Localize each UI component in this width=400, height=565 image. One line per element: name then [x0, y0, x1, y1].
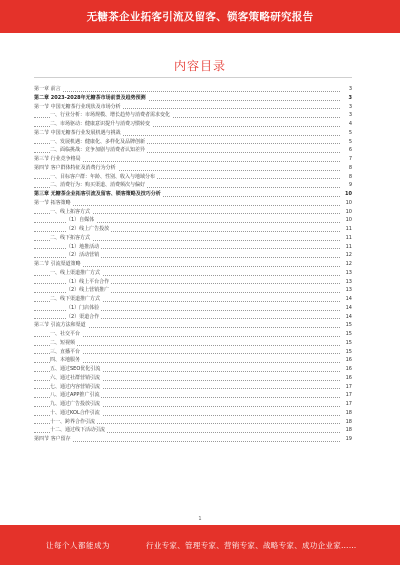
toc-entry-page: 11: [345, 243, 352, 250]
toc-entry[interactable]: [34, 111, 352, 120]
toc-entry-page: 19: [345, 436, 352, 442]
toc-entry-page: 15: [345, 322, 352, 329]
toc-entry-label: （1）地推活动: [66, 243, 100, 250]
toc-entry[interactable]: [34, 138, 352, 147]
toc-entry[interactable]: [34, 155, 352, 164]
toc-entry[interactable]: [34, 208, 352, 217]
toc-entry-label: 一、线上拓客方式: [50, 208, 91, 215]
toc-entry-page: 3: [348, 103, 352, 110]
toc-entry-label: 七、通过内容营销引流: [50, 383, 101, 390]
toc-entry-label: 第一节 拓客策略: [34, 199, 71, 206]
toc-entry[interactable]: [34, 426, 352, 435]
toc-entry-label: （2）线上广告投放: [66, 226, 110, 232]
toc-entry-label: 二、市场驱动：健康意识提升与消费习惯转变: [50, 121, 151, 127]
toc-heading: 内容目录: [173, 59, 226, 73]
toc-entry[interactable]: [34, 330, 352, 339]
toc-entry-page: 12: [345, 252, 352, 259]
toc-entry[interactable]: [34, 243, 352, 252]
toc-entry-label: （1）门店体验: [66, 304, 100, 311]
toc-entry-page: 9: [348, 182, 352, 189]
toc-entry[interactable]: [34, 251, 352, 260]
toc-entry-page: 4: [348, 121, 352, 127]
toc-entry-page: 6: [348, 147, 352, 154]
toc-entry[interactable]: [34, 269, 352, 278]
toc-entry-label: 二、面临挑战：竞争加剧与消费者认知差异: [50, 147, 146, 154]
toc-entry[interactable]: [34, 391, 352, 400]
toc-entry-label: （2）活动营销: [66, 252, 100, 259]
report-title: 无糖茶企业拓客引流及留客、锁客策略研究报告: [86, 11, 314, 23]
toc-leader-dots: [34, 345, 340, 346]
toc-entry-page: 5: [348, 129, 352, 136]
toc-entry-page: 16: [345, 366, 352, 372]
toc-entry[interactable]: [34, 94, 352, 103]
toc-entry[interactable]: [34, 278, 352, 287]
toc-entry[interactable]: [34, 260, 352, 269]
toc-entry[interactable]: [34, 409, 352, 418]
toc-entry-page: 11: [345, 234, 352, 241]
toc-entry-label: 十、通过KOL合作引流: [50, 409, 100, 416]
toc-entry[interactable]: [34, 103, 352, 112]
toc-entry-page: 11: [345, 226, 352, 232]
toc-entry-label: 九、通过广告投放引流: [50, 401, 101, 407]
toc-entry[interactable]: [34, 321, 352, 330]
toc-entry-label: 第四节 客户群体特征及消费行为分析: [34, 164, 116, 171]
toc-entry[interactable]: [34, 356, 352, 365]
toc-entry[interactable]: [34, 348, 352, 357]
toc-entry-label: 五、通过SEO优化引流: [50, 366, 101, 372]
toc-entry-label: 一、线上渠道推广方式: [50, 269, 101, 276]
toc-entry[interactable]: [34, 295, 352, 304]
toc-entry-page: 8: [348, 164, 352, 171]
toc-entry-page: 18: [345, 427, 352, 434]
toc-entry[interactable]: [34, 216, 352, 225]
toc-entry-label: 第一章 前言: [34, 86, 61, 92]
toc-entry[interactable]: [34, 418, 352, 427]
toc-entry-label: 十二、通过线下活动引流: [50, 427, 106, 434]
footer-slogan: 让每个人都能成为: [46, 541, 110, 550]
toc-entry-label: （1）线上平台合作: [66, 278, 110, 285]
toc-entry[interactable]: [34, 313, 352, 322]
toc-entry-page: 3: [348, 112, 352, 119]
toc-leader-dots: [34, 205, 340, 206]
toc-entry-label: 第二节 中国无糖茶行业发展机遇与挑战: [34, 129, 121, 136]
toc-entry-label: 一、社交平台: [50, 331, 81, 337]
toc-entry-label: （2）渠道合作: [66, 313, 100, 320]
toc-entry[interactable]: [34, 190, 352, 199]
toc-entry-label: 第一节 中国无糖茶行业现状及市场分析: [34, 103, 121, 110]
toc-entry-label: （2）线上营销推广: [66, 287, 110, 294]
toc-entry[interactable]: [34, 173, 352, 182]
toc-entry-page: 14: [345, 304, 352, 311]
footer-roles: 行业专家、管理专家、营销专家、战略专家、成功企业家……: [146, 541, 357, 550]
toc-entry[interactable]: [34, 383, 352, 392]
toc-entry-page: 8: [348, 173, 352, 180]
toc-entry-page: 16: [345, 374, 352, 381]
toc-entry-label: 六、通过社群营销引流: [50, 374, 101, 381]
toc-entry[interactable]: [34, 129, 352, 138]
toc-entry-page: 10: [345, 199, 352, 206]
toc-entry[interactable]: [34, 225, 352, 234]
toc-entry-page: 17: [345, 392, 352, 399]
toc-entry-page: 3: [348, 86, 352, 92]
toc-entry-page: 18: [345, 409, 352, 416]
toc-entry-page: 16: [345, 357, 352, 364]
toc-entry-page: 10: [345, 191, 352, 197]
toc-entry[interactable]: [34, 286, 352, 295]
toc-entry[interactable]: [34, 181, 352, 190]
toc-entry-label: （1）自媒体: [66, 217, 95, 224]
toc-entry[interactable]: [34, 199, 352, 208]
toc-entry[interactable]: [34, 400, 352, 409]
toc-entry-label: 第三节 行业竞争格局: [34, 156, 81, 162]
toc-entry-page: 7: [348, 156, 352, 162]
toc-entry-page: 13: [345, 278, 352, 285]
toc-entry-label: 一、行业分析：市场规模、增长趋势与消费者需求变化: [50, 112, 171, 119]
toc-entry-label: 一、发展机遇：健康化、多样化及品牌创新: [50, 138, 146, 145]
toc-entry-page: 15: [345, 339, 352, 346]
toc-entry-page: 13: [345, 269, 352, 276]
toc-entry-page: 17: [345, 383, 352, 390]
toc-entry-page: 15: [345, 331, 352, 337]
toc-entry-page: 3: [348, 94, 352, 101]
table-of-contents: [34, 85, 352, 444]
toc-entry[interactable]: [34, 164, 352, 173]
toc-entry[interactable]: [34, 120, 352, 129]
toc-divider: [34, 77, 352, 78]
toc-entry-label: 第三章 无糖茶企业拓客引流及留客、锁客策略及技巧分析: [34, 191, 161, 197]
toc-leader-dots: [34, 91, 340, 92]
toc-entry-label: 第四节 客户留存: [34, 436, 71, 442]
toc-entry-label: 二、线下拓客方式: [50, 234, 91, 241]
toc-entry[interactable]: [34, 146, 352, 155]
toc-entry[interactable]: [34, 339, 352, 348]
toc-entry-page: 12: [345, 261, 352, 267]
toc-entry-label: 三、直播平台: [50, 348, 81, 355]
toc-entry-page: 17: [345, 401, 352, 407]
toc-entry-label: 第二节 引流渠道策略: [34, 261, 81, 267]
toc-entry-label: 十一、跨界合作引流: [50, 418, 96, 425]
toc-entry[interactable]: [34, 85, 352, 94]
toc-entry-page: 18: [345, 418, 352, 425]
toc-entry-label: 二、线下渠道推广方式: [50, 296, 101, 302]
toc-entry-page: 10: [345, 217, 352, 224]
toc-entry-label: 二、短视频: [50, 339, 76, 346]
toc-entry-page: 5: [348, 138, 352, 145]
toc-entry-label: 一、目标客户群：年龄、性别、收入与地域分布: [50, 173, 156, 180]
toc-entry-page: 13: [345, 287, 352, 294]
toc-entry-page: 15: [345, 348, 352, 355]
footer-bar: [0, 525, 400, 565]
toc-entry-label: 第三节 引流方法和渠道: [34, 322, 86, 329]
toc-entry[interactable]: [34, 374, 352, 383]
report-header-bar: [0, 0, 400, 33]
toc-entry[interactable]: [34, 234, 352, 243]
toc-entry-page: 14: [345, 296, 352, 302]
toc-entry-label: 二、消费行为：购买渠道、消费频次与偏好: [50, 182, 146, 189]
toc-leader-dots: [34, 441, 340, 442]
toc-entry-label: 第二章 2023-2028年无糖茶市场前景及趋势预测: [34, 94, 146, 101]
toc-entry-label: 四、本地服务: [50, 357, 81, 364]
toc-entry[interactable]: [34, 365, 352, 374]
toc-entry-page: 10: [345, 208, 352, 215]
toc-entry-page: 14: [345, 313, 352, 320]
page-number: 1: [198, 516, 202, 522]
toc-entry[interactable]: [34, 435, 352, 444]
toc-entry[interactable]: [34, 304, 352, 313]
toc-entry-label: 八、通过APP推广引流: [50, 392, 100, 399]
